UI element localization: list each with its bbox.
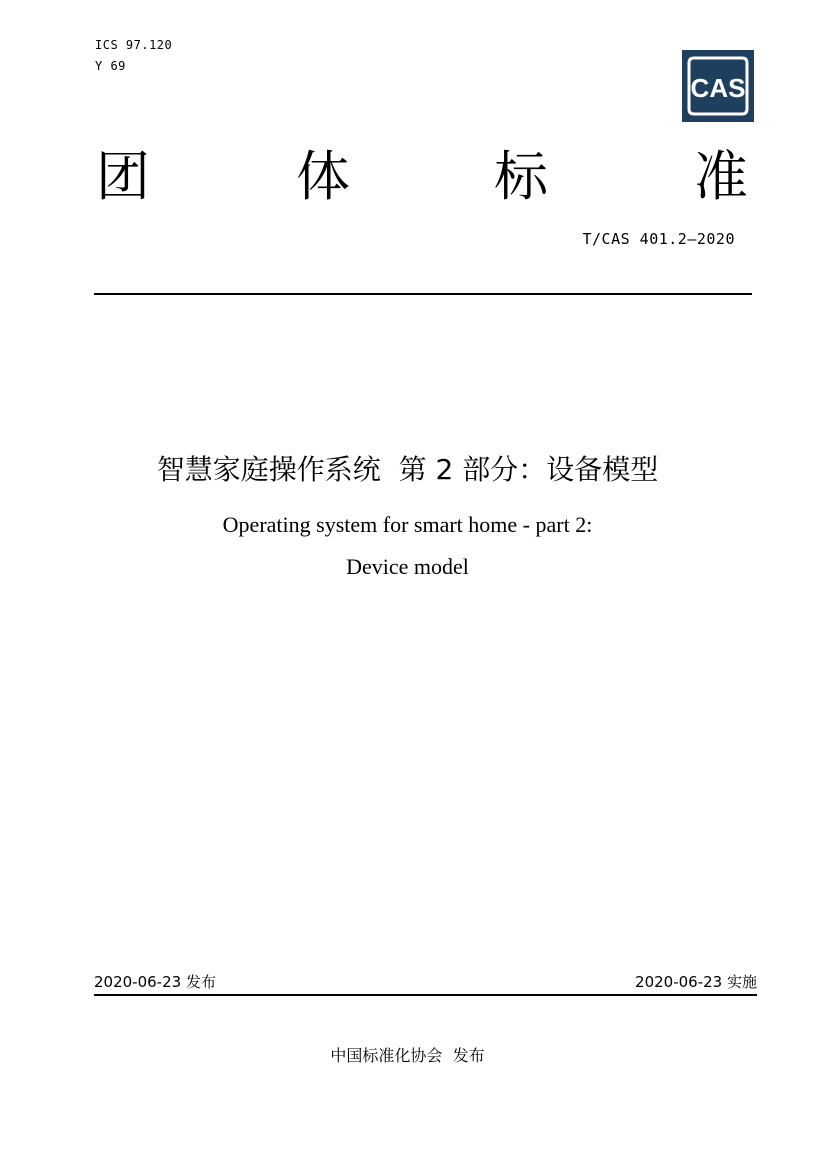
standard-number: T/CAS 401.2—2020 [582,230,735,248]
banner-char-4: 准 [694,145,748,208]
header-divider [94,293,752,295]
footer-divider [94,994,757,996]
logo-lettering: CAS [690,73,746,103]
title-english-line-1: Operating system for smart home - part 2: [222,512,593,537]
title-english-line-2: Device model [346,554,469,579]
publisher: 中国标准化协会 发布 [330,1046,485,1065]
classification-code: Y 69 [95,59,126,73]
cas-logo [681,49,755,123]
banner-char-3: 标 [494,145,548,208]
title-chinese: 智慧家庭操作系统 第 2 部分：设备模型 [156,453,659,486]
cas-logo-graphic [681,49,755,123]
implementation-date: 2020-06-23 实施 [635,973,757,991]
issue-date: 2020-06-23 发布 [94,973,216,991]
banner-char-2: 体 [296,145,350,208]
ics-code: ICS 97.120 [95,38,173,52]
banner-char-1: 团 [96,145,150,208]
